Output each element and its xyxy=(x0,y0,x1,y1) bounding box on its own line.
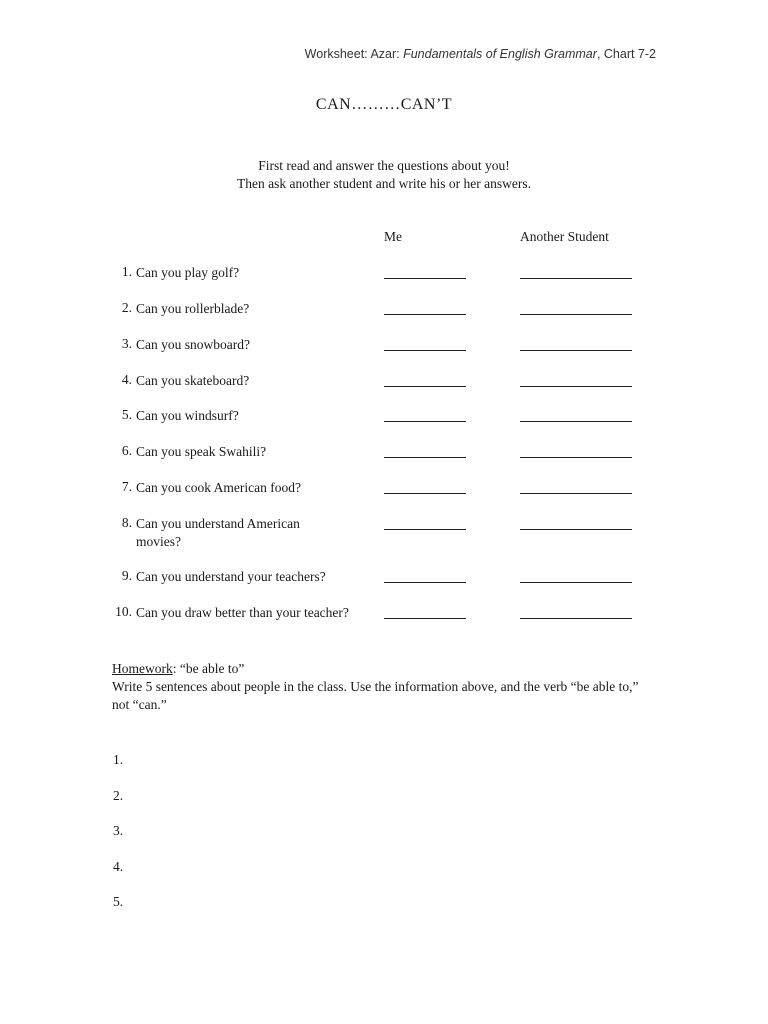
answer-blank-me[interactable] xyxy=(384,457,466,458)
question-text: Can you draw better than your teacher? xyxy=(136,605,349,620)
book-title: Fundamentals of English Grammar xyxy=(403,47,597,61)
homework-item[interactable]: 3. xyxy=(113,823,124,838)
question-row xyxy=(108,372,648,408)
question-row xyxy=(108,336,648,372)
worksheet-header xyxy=(305,47,656,61)
answer-blank-another-student[interactable] xyxy=(520,278,632,279)
homework-instructions: Write 5 sentences about people in the class. Use the information above, and the verb “be able to,” not “can.” xyxy=(112,679,639,712)
question-text: Can you understand your teachers? xyxy=(136,569,326,584)
question-row xyxy=(108,604,648,640)
answer-blank-another-student[interactable] xyxy=(520,529,632,530)
question-text: Can you play golf? xyxy=(136,265,240,280)
homework-item[interactable]: 2. xyxy=(113,788,124,803)
page-title: CAN………CAN’T xyxy=(315,96,453,113)
homework-label: Homework xyxy=(112,661,173,676)
question-number: 5. xyxy=(121,407,132,422)
question-text: Can you speak Swahili? xyxy=(136,444,267,459)
question-text: Can you cook American food? xyxy=(136,480,301,495)
question-text: Can you skateboard? xyxy=(136,373,250,388)
answer-blank-me[interactable] xyxy=(384,314,466,315)
question-text: Can you snowboard? xyxy=(136,337,250,352)
answer-blank-another-student[interactable] xyxy=(520,582,632,583)
header-prefix: Worksheet: Azar: xyxy=(304,47,404,61)
question-row xyxy=(108,568,648,604)
answer-blank-me[interactable] xyxy=(384,350,466,351)
answer-blank-me[interactable] xyxy=(384,386,466,387)
column-header-another-student: Another Student xyxy=(520,229,609,244)
question-row xyxy=(108,515,648,551)
homework-item[interactable]: 1. xyxy=(113,752,124,767)
question-row xyxy=(108,300,648,336)
homework-section xyxy=(112,660,657,714)
question-text: Can you windsurf? xyxy=(136,408,239,423)
question-number: 6. xyxy=(121,443,132,458)
question-row xyxy=(108,264,648,300)
answer-blank-me[interactable] xyxy=(384,421,466,422)
instructions-line-2: Then ask another student and write his or her answers. xyxy=(237,176,531,191)
question-number: 4. xyxy=(121,372,132,387)
answer-blank-another-student[interactable] xyxy=(520,618,632,619)
homework-item[interactable]: 4. xyxy=(113,859,124,874)
question-number: 3. xyxy=(121,336,132,351)
answer-blank-me[interactable] xyxy=(384,493,466,494)
question-text: Can you rollerblade? xyxy=(136,301,250,316)
answer-blank-me[interactable] xyxy=(384,582,466,583)
question-text: Can you understand American movies? xyxy=(136,516,300,549)
answer-blank-another-student[interactable] xyxy=(520,493,632,494)
homework-heading xyxy=(112,660,657,678)
header-suffix: , Chart 7-2 xyxy=(596,47,656,61)
homework-subtitle: : “be able to” xyxy=(172,661,245,676)
answer-blank-me[interactable] xyxy=(384,278,466,279)
homework-item[interactable]: 5. xyxy=(113,894,124,909)
answer-blank-me[interactable] xyxy=(384,618,466,619)
question-number: 8. xyxy=(121,515,132,530)
answer-blank-another-student[interactable] xyxy=(520,386,632,387)
answer-blank-another-student[interactable] xyxy=(520,457,632,458)
answer-blank-another-student[interactable] xyxy=(520,421,632,422)
question-row xyxy=(108,479,648,515)
answer-blank-another-student[interactable] xyxy=(520,350,632,351)
answer-blank-another-student[interactable] xyxy=(520,314,632,315)
instructions-line-1: First read and answer the questions about you! xyxy=(258,158,510,173)
question-row xyxy=(108,407,648,443)
question-number: 2. xyxy=(121,300,132,315)
instructions xyxy=(0,157,768,193)
question-number: 10. xyxy=(115,604,132,619)
answer-blank-me[interactable] xyxy=(384,529,466,530)
question-number: 7. xyxy=(121,479,132,494)
question-number: 9. xyxy=(121,568,132,583)
question-number: 1. xyxy=(121,264,132,279)
column-header-me: Me xyxy=(384,229,402,244)
question-row xyxy=(108,443,648,479)
